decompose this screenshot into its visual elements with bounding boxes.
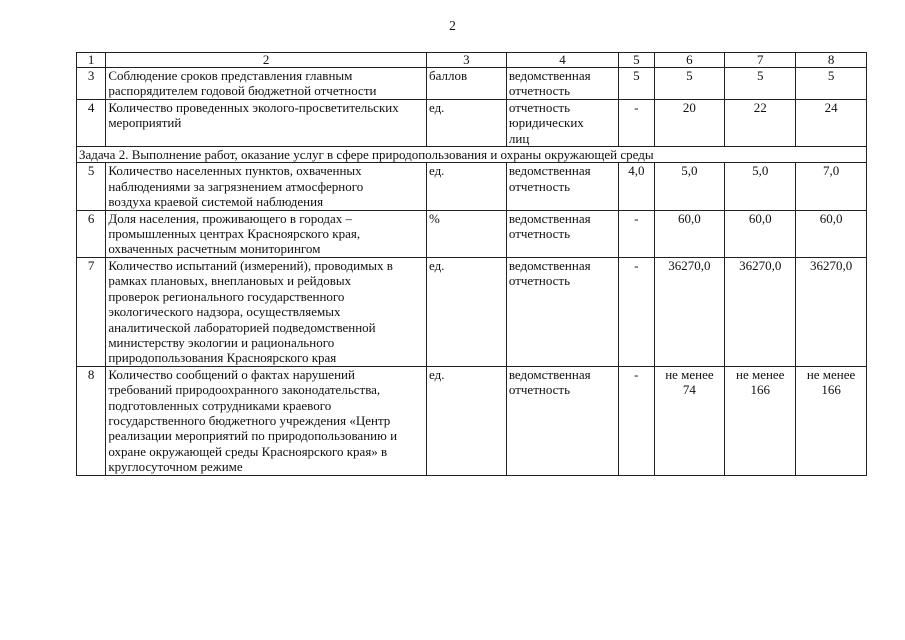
unit-cell: ед. — [426, 99, 506, 146]
indicator-name: Количество проведенных эколого-просветительских мероприятий — [106, 99, 427, 146]
value-col5: 5 — [619, 68, 654, 100]
row-number: 7 — [77, 257, 106, 366]
value-col5: - — [619, 99, 654, 146]
value-col8: 5 — [796, 68, 867, 100]
header-cell: 6 — [654, 53, 725, 68]
header-cell: 5 — [619, 53, 654, 68]
indicator-name: Соблюдение сроков представления главным распорядителем годовой бюджетной отчетности — [106, 68, 427, 100]
row-number: 3 — [77, 68, 106, 100]
value-col8: 7,0 — [796, 163, 867, 210]
value-col5: - — [619, 210, 654, 257]
unit-cell: баллов — [426, 68, 506, 100]
value-col6: 36270,0 — [654, 257, 725, 366]
indicator-name: Количество испытаний (измерений), проводимых в рамках плановых, внеплановых и рейдовых проверок регионального государственного экологического надзора, осуществляемых аналитической лабораторией подведомственной министерству экологии и рационального природопользования Красноярского края — [106, 257, 427, 366]
value-col6: 5 — [654, 68, 725, 100]
value-col7: 36270,0 — [725, 257, 796, 366]
table-row — [77, 68, 867, 100]
value-col6: 60,0 — [654, 210, 725, 257]
table-header-row — [77, 53, 867, 68]
value-col7: 60,0 — [725, 210, 796, 257]
table-row — [77, 210, 867, 257]
unit-cell: ед. — [426, 257, 506, 366]
header-cell: 2 — [106, 53, 427, 68]
value-col7: 22 — [725, 99, 796, 146]
row-number: 8 — [77, 366, 106, 475]
value-col8: 60,0 — [796, 210, 867, 257]
source-cell: ведомственная отчетность — [506, 68, 618, 100]
value-col5: 4,0 — [619, 163, 654, 210]
table-row — [77, 99, 867, 146]
value-col8: 36270,0 — [796, 257, 867, 366]
source-cell: ведомственная отчетность — [506, 210, 618, 257]
source-cell: ведомственная отчетность — [506, 366, 618, 475]
row-number: 4 — [77, 99, 106, 146]
value-col6: 5,0 — [654, 163, 725, 210]
unit-cell: ед. — [426, 163, 506, 210]
value-col5: - — [619, 257, 654, 366]
row-number: 6 — [77, 210, 106, 257]
table-row — [77, 257, 867, 366]
indicator-name: Количество населенных пунктов, охваченных наблюдениями за загрязнением атмосферного воздуха краевой системой наблюдения — [106, 163, 427, 210]
value-col7: не менее 166 — [725, 366, 796, 475]
header-cell: 3 — [426, 53, 506, 68]
task-row — [77, 147, 867, 163]
table-row — [77, 163, 867, 210]
source-cell: ведомственная отчетность — [506, 163, 618, 210]
unit-cell: % — [426, 210, 506, 257]
value-col6: 20 — [654, 99, 725, 146]
value-col8: не менее 166 — [796, 366, 867, 475]
indicator-name: Количество сообщений о фактах нарушений требований природоохранного законодательства, подготовленных сотрудниками краевого государственного бюджетного учреждения «Центр реализации мероприятий по природопользованию и охране окружающей среды Красноярского края» в круглосуточном режиме — [106, 366, 427, 475]
table-row — [77, 366, 867, 475]
source-cell: отчетность юридических лиц — [506, 99, 618, 146]
value-col8: 24 — [796, 99, 867, 146]
page-number: 2 — [449, 18, 456, 33]
row-number: 5 — [77, 163, 106, 210]
value-col6: не менее 74 — [654, 366, 725, 475]
header-cell: 4 — [506, 53, 618, 68]
value-col5: - — [619, 366, 654, 475]
indicator-name: Доля населения, проживающего в городах – промышленных центрах Красноярского края, охваченных расчетным мониторингом — [106, 210, 427, 257]
task-heading: Задача 2. Выполнение работ, оказание услуг в сфере природопользования и охраны окружающей среды — [77, 147, 867, 163]
source-cell: ведомственная отчетность — [506, 257, 618, 366]
unit-cell: ед. — [426, 366, 506, 475]
header-cell: 7 — [725, 53, 796, 68]
indicators-table — [76, 52, 867, 476]
header-cell: 8 — [796, 53, 867, 68]
header-cell: 1 — [77, 53, 106, 68]
value-col7: 5,0 — [725, 163, 796, 210]
value-col7: 5 — [725, 68, 796, 100]
